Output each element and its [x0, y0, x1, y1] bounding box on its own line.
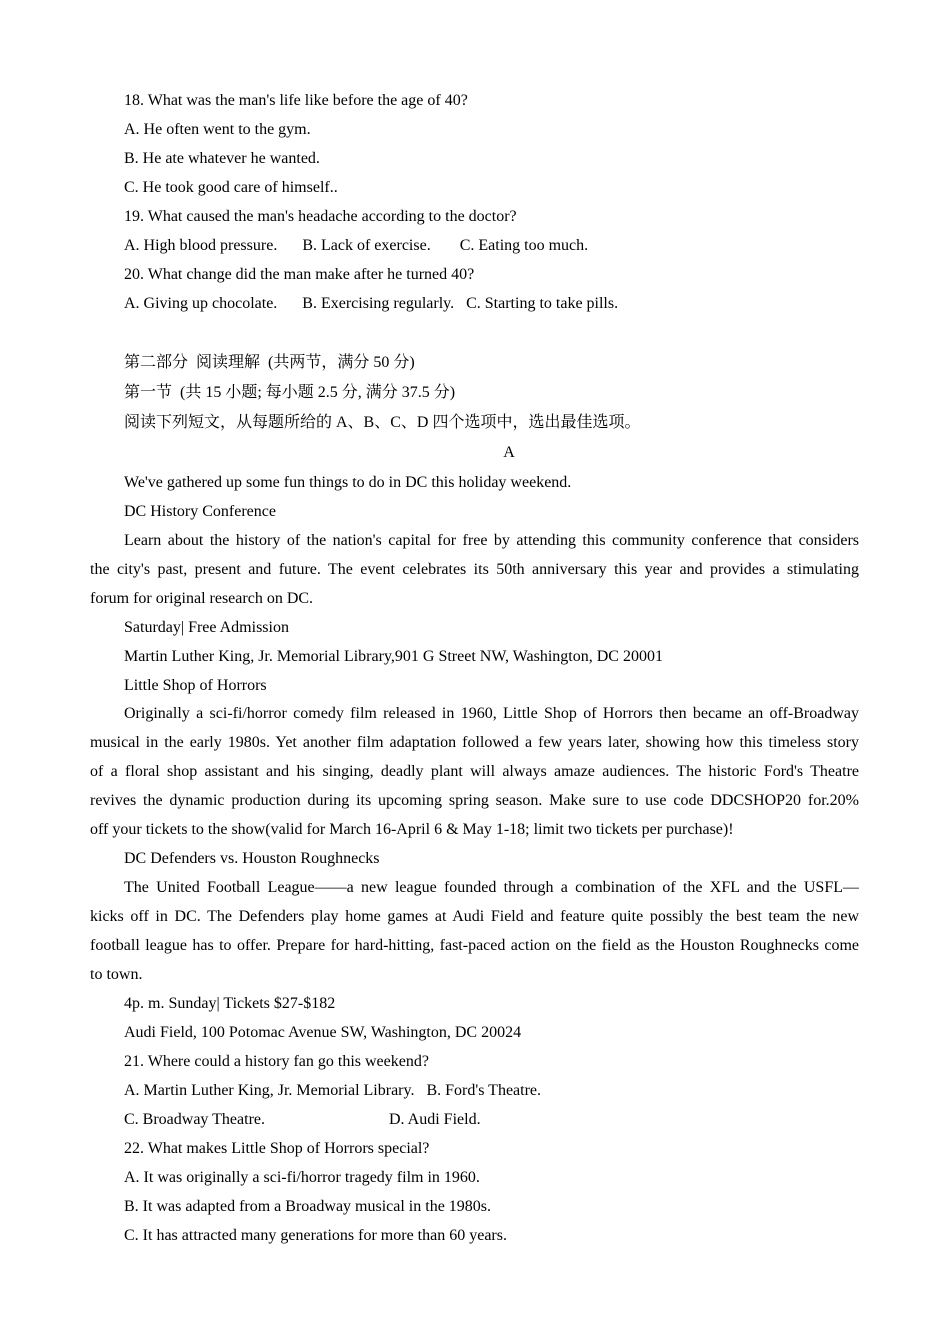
event-1-line: forum for original research on DC.	[90, 590, 314, 607]
reading-instruction: 阅读下列短文，从每题所给的 A、B、C、D 四个选项中，选出最佳选项。	[124, 414, 641, 431]
question-18-option-c: C. He took good care of himself..	[124, 179, 338, 196]
question-21-options-ab	[0, 1076, 950, 1105]
event-3-line: The United Football League——a new league founded through a combination of the XFL and the USFL—	[124, 879, 859, 896]
question-20-stem: 20. What change did the man make after he turned 40?	[124, 266, 475, 283]
event-3-line: football league has to offer. Prepare for hard-hitting, fast-paced action on the field as the Houston Roughnecks come	[90, 937, 859, 954]
question-21-options-cd	[0, 1105, 950, 1134]
question-18-option-b: B. He ate whatever he wanted.	[124, 150, 320, 167]
question-20-options	[0, 289, 950, 318]
question-19-option-a: A. High blood pressure.	[124, 237, 278, 254]
event-1-line: Learn about the history of the nation's capital for free by attending this community conference that considers	[124, 532, 859, 549]
event-1-time: Saturday| Free Admission	[124, 619, 289, 636]
question-18-stem: 18. What was the man's life like before the age of 40?	[124, 92, 468, 109]
question-21-option-a: A. Martin Luther King, Jr. Memorial Library.	[124, 1082, 415, 1099]
question-19-option-c: C. Eating too much.	[459, 237, 589, 254]
question-19-options	[0, 231, 950, 260]
question-21-stem: 21. Where could a history fan go this weekend?	[124, 1053, 429, 1070]
event-3-place: Audi Field, 100 Potomac Avenue SW, Washington, DC 20024	[124, 1024, 522, 1041]
question-21-option-c: C. Broadway Theatre.	[124, 1111, 265, 1128]
question-19-option-b: B. Lack of exercise.	[302, 237, 431, 254]
question-18-option-a: A. He often went to the gym.	[124, 121, 311, 138]
section-one-heading: 第一节 (共 15 小题; 每小题 2.5 分, 满分 37.5 分)	[124, 384, 456, 401]
event-3-title: DC Defenders vs. Houston Roughnecks	[124, 850, 380, 867]
event-1-title: DC History Conference	[124, 503, 276, 520]
part-two-heading: 第二部分 阅读理解 (共两节，满分 50 分)	[124, 354, 415, 371]
question-21-option-b: B. Ford's Theatre.	[426, 1082, 542, 1099]
event-2-line: musical in the early 1980s. Yet another film adaptation followed a few years later, showing how this timeless story	[90, 734, 859, 751]
question-22-option-b: B. It was adapted from a Broadway musical in the 1980s.	[124, 1198, 492, 1215]
event-2-line: of a floral shop assistant and his singing, deadly plant will always amaze audiences. The historic Ford's Theatre	[90, 763, 859, 780]
question-20-option-a: A. Giving up chocolate.	[124, 295, 278, 312]
event-1-line: the city's past, present and future. The event celebrates its 50th anniversary this year and provides a stimulating	[90, 561, 859, 578]
event-2-line: off your tickets to the show(valid for March 16-April 6 & May 1-18; limit two tickets per purchase)!	[90, 821, 734, 838]
question-21-option-d: D. Audi Field.	[389, 1111, 481, 1128]
question-19-stem: 19. What caused the man's headache according to the doctor?	[124, 208, 517, 225]
event-3-time: 4p. m. Sunday| Tickets $27-$182	[124, 995, 336, 1012]
question-20-option-c: C. Starting to take pills.	[466, 295, 619, 312]
passage-intro: We've gathered up some fun things to do in DC this holiday weekend.	[124, 474, 572, 491]
question-22-option-a: A. It was originally a sci-fi/horror tragedy film in 1960.	[124, 1169, 480, 1186]
question-22-stem: 22. What makes Little Shop of Horrors special?	[124, 1140, 430, 1157]
event-2-line: revives the dynamic production during its upcoming spring season. Make sure to use code DDCSHOP20 for.20%	[90, 792, 859, 809]
question-20-option-b: B. Exercising regularly.	[302, 295, 455, 312]
event-3-line: to town.	[90, 966, 143, 983]
event-2-line: Originally a sci-fi/horror comedy film released in 1960, Little Shop of Horrors then became an off-Broadway	[124, 705, 859, 722]
event-1-place: Martin Luther King, Jr. Memorial Library,901 G Street NW, Washington, DC 20001	[124, 648, 663, 665]
event-3-line: kicks off in DC. The Defenders play home games at Audi Field and feature quite possibly the best team the new	[90, 908, 859, 925]
passage-label: A	[503, 444, 515, 461]
question-22-option-c: C. It has attracted many generations for more than 60 years.	[124, 1227, 507, 1244]
event-2-title: Little Shop of Horrors	[124, 677, 267, 694]
